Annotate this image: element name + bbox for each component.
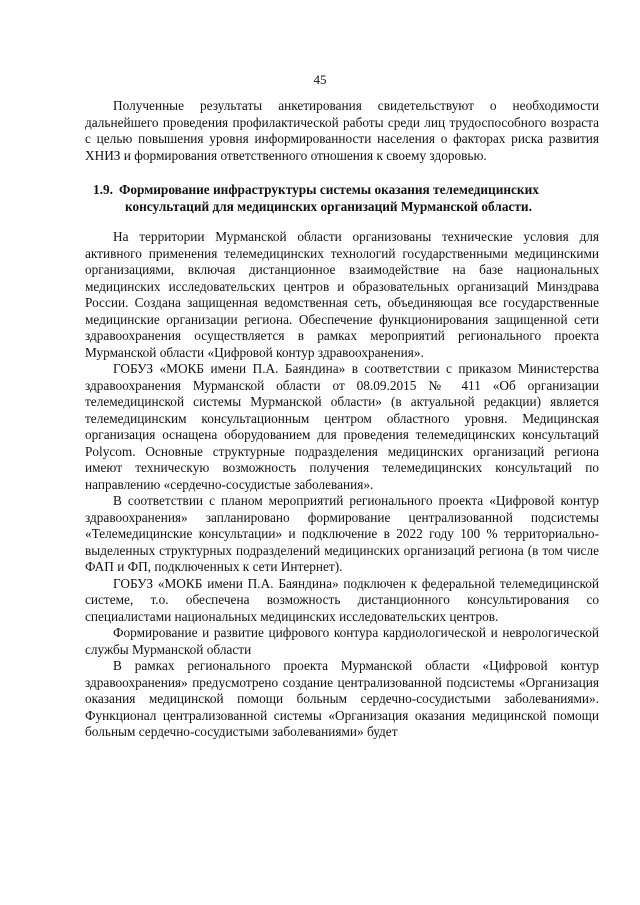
section-heading	[85, 182, 599, 215]
paragraph-federal-system: ГОБУЗ «МОКБ имени П.А. Баяндина» подключен к федеральной телемедицинской системе, т.о. обеспечена возможность дистанционного консультирования со специалистами национальных медицинских исследовательских центров.	[85, 575, 599, 624]
page-number: 45	[313, 72, 327, 87]
section-title-line1: Формирование инфраструктуры системы оказания телемедицинских	[118, 182, 539, 197]
paragraph-regional-project: В рамках регионального проекта Мурманской области «Цифровой контур здравоохранения» предусмотрено создание централизованной подсистемы «Организация оказания медицинской помощи больным сердечно-сосудистыми заболеваниями». Функционал централизованной системы «Организация оказания медицинской помощи больным сердечно-сосудистыми заболеваниями» будет	[85, 658, 599, 739]
paragraph-telemedicine-conditions: На территории Мурманской области организованы технические условия для активного применения телемедицинских технологий государственными медицинскими организациями, включая дистанционное взаимодействие на базе национальных медицинских исследовательских центров и образовательных организаций Минздрава России. Создана защищенная ведомственная сеть, объединяющая все государственные медицинские организации региона. Обеспечение функционирования защищенной сети здравоохранения осуществляется в рамках мероприятий регионального проекта Мурманской области «Цифровой контур здравоохранения».	[85, 229, 599, 360]
section-title-line2: консультаций для медицинских организаций Мурманской области.	[125, 198, 532, 214]
section-number: 1.9.	[93, 182, 113, 197]
paragraph-digital-contour-title: Формирование и развитие цифрового контура кардиологической и неврологической службы Мурманской области	[85, 625, 599, 657]
intro-paragraph: Полученные результаты анкетирования свидетельствуют о необходимости дальнейшего проведения профилактической работы среди лиц трудоспособного возраста с целью повышения уровня информированности населения о факторах риска развития ХНИЗ и формирования ответственного отношения к своему здоровью.	[85, 98, 599, 163]
paragraph-mokb-center: ГОБУЗ «МОКБ имени П.А. Баяндина» в соответствии с приказом Министерства здравоохранения Мурманской области от 08.09.2015 № 411 «Об организации телемедицинской системы Мурманской области» (в актуальной редакции) является телемедицинским консультационным центром областного уровня. Медицинская организация оснащена оборудованием для проведения телемедицинских консультаций Polycom. Основные структурные подразделения медицинских организаций региона имеют техническую возможность получения телемедицинских консультаций по направлению «сердечно-сосудистые заболевания».	[85, 361, 599, 492]
paragraph-plan: В соответствии с планом мероприятий регионального проекта «Цифровой контур здравоохранения» запланировано формирование централизованной подсистемы «Телемедицинские консультации» и подключение в 2022 году 100 % территориально-выделенных структурных подразделений медицинских организаций региона (в том числе ФАП и ФП, подключенных к сети Интернет).	[85, 493, 599, 574]
document-body	[85, 98, 599, 741]
